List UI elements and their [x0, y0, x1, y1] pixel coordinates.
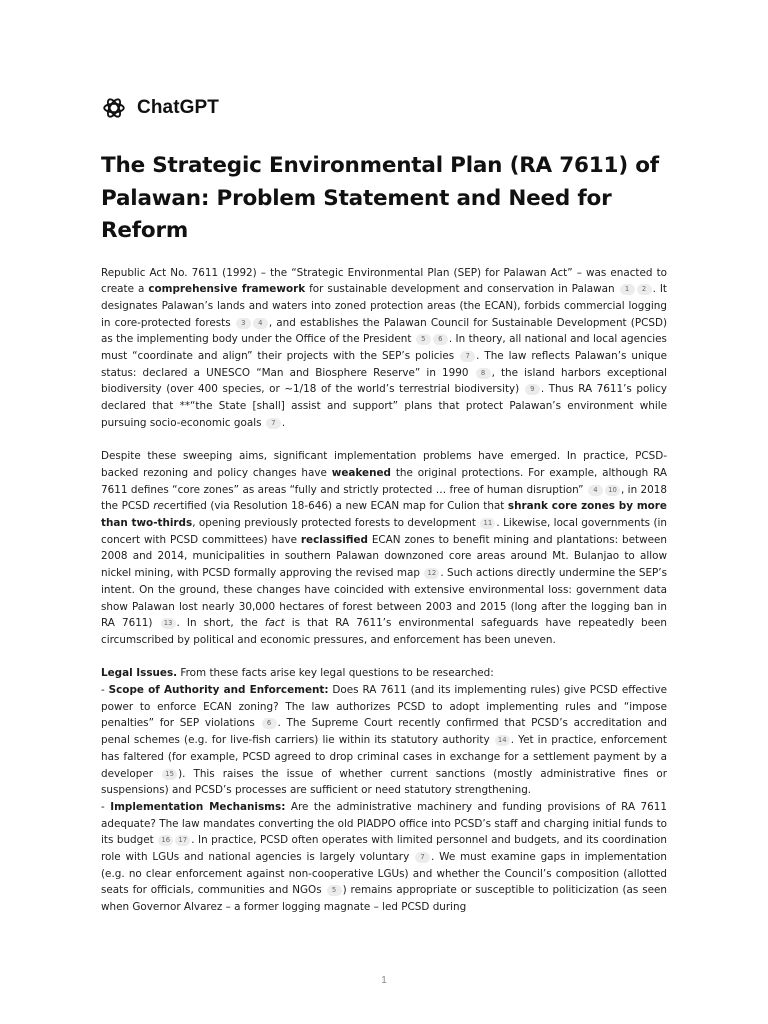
citation-marker[interactable]: 16 [158, 835, 173, 846]
citation-marker[interactable]: 1 [620, 284, 635, 295]
paragraph-legal-issues [101, 665, 667, 916]
citation-marker[interactable]: 14 [495, 735, 510, 746]
citation-marker[interactable]: 4 [588, 485, 603, 496]
citation-marker[interactable]: 11 [480, 518, 495, 529]
text-run: . The law reflects Palawan’s unique status: declared a UNESCO “Man and Biosphere Reserve” in 1990 [101, 350, 667, 379]
text-run: Despite these sweeping aims, significant implementation problems have emerged. In practice, PCSD-backed rezoning and policy changes have [101, 450, 667, 479]
italic-text: fact [264, 617, 285, 630]
text-run: certified (via Resolution 18-646) a new ECAN map for Culion that [163, 500, 508, 513]
citation-marker[interactable]: 5 [327, 885, 342, 896]
text-run: - [101, 684, 109, 697]
text-run: , opening previously protected forests to development [192, 517, 480, 530]
citation-marker[interactable]: 7 [415, 852, 430, 863]
citation-marker[interactable]: 12 [424, 568, 439, 579]
text-run: . [281, 416, 286, 429]
citation-marker[interactable]: 2 [637, 284, 652, 295]
text-run: - [101, 800, 111, 813]
text-run: . The Supreme Court recently confirmed that PCSD’s accreditation and penal schemes (e.g. for live-fish carriers) lie within its statutory authority [101, 717, 667, 747]
text-run: ). This raises the issue of whether current sanctions (mostly administrative fines or suspensions) and PCSD’s processes are sufficient or need statutory strengthening. [101, 767, 667, 797]
document-title: The Strategic Environmental Plan (RA 7611) of Palawan: Problem Statement and Need for Reform [101, 153, 659, 243]
citation-marker[interactable]: 6 [433, 334, 448, 345]
page-number: 1 [381, 975, 387, 986]
text-run: . Likewise, local governments (in concert with PCSD committees) have [101, 517, 667, 546]
text-run: . We must examine gaps in implementation (e.g. no clear enforcement against non-cooperative LGUs) and whether the Council’s composition (allotted seats for officials, communities and NGOs [101, 851, 667, 897]
citation-marker[interactable]: 5 [416, 334, 431, 345]
citation-marker[interactable]: 15 [162, 769, 177, 780]
text-run: Does RA 7611 (and its implementing rules) give PCSD effective power to enforce ECAN zoning? The law authorizes PCSD to adopt implementing rules and “impose penalties” for SEP violations [101, 684, 667, 730]
text-run: Republic Act No. 7611 (1992) – the “Strategic Environmental Plan (SEP) for Palawan Act” – was enacted to create a [101, 266, 667, 296]
citation-marker[interactable]: 17 [175, 835, 190, 846]
bold-text: Scope of Authority and Enforcement: [108, 684, 329, 697]
text-run: . Yet in practice, enforcement has faltered (for example, PCSD agreed to drop criminal cases in exchange for a settlement payment by a developer [101, 734, 667, 780]
bold-text: Implementation Mechanisms: [110, 800, 286, 813]
text-run: the original protections. For example, although RA 7611 defines “core zones” as areas “fully and strictly protected … free of human disruption” [101, 466, 667, 496]
citation-marker[interactable]: 7 [266, 418, 281, 429]
text-run: . In practice, PCSD often operates with limited personnel and budgets, and its coordination role with LGUs and national agencies is largely voluntary [101, 834, 667, 864]
citation-marker[interactable]: 9 [525, 384, 540, 395]
text-run: , the island harbors exceptional biodiversity (over 400 species, or ~1/18 of the world’s terrestrial biodiversity) [101, 366, 667, 396]
text-run: is that RA 7611’s environmental safeguards have repeatedly been circumscribed by political and economic pressures, and enforcement has been uneven. [101, 617, 667, 646]
text-run: , and establishes the Palawan Council for Sustainable Development (PCSD) as the implementing body under the Office of the President [101, 316, 668, 346]
bold-text: reclassified [300, 533, 368, 546]
bold-text: weakened [331, 466, 391, 479]
bold-text: shrank core zones by more than two-thirds [101, 500, 667, 530]
brand-header [101, 94, 667, 122]
text-run: , in 2018 the PCSD [101, 483, 668, 513]
citation-marker[interactable]: 6 [262, 718, 277, 729]
text-run: for sustainable development and conservation in Palawan [305, 283, 619, 296]
citation-marker[interactable]: 4 [253, 318, 268, 329]
paragraph-problems [101, 448, 667, 648]
citation-marker[interactable]: 13 [161, 618, 176, 629]
text-run: . Such actions directly undermine the SEP’s intent. On the ground, these changes have coincided with extensive environmental loss: government data show Palawan lost nearly 30,000 hectares of forest between 2003 and 2015 (long after the logging ban in RA 7611) [101, 567, 668, 630]
brand-name: ChatGPT [137, 97, 219, 118]
citation-marker[interactable]: 10 [605, 485, 620, 496]
italic-text: re [153, 500, 164, 513]
bold-text: comprehensive framework [148, 283, 306, 296]
text-run: ) remains appropriate or susceptible to politicization (as seen when Governor Alvarez – a former logging magnate – led PCSD during [101, 884, 667, 914]
citation-marker[interactable]: 7 [460, 351, 475, 362]
text-run: ECAN zones to benefit mining and plantations: between 2008 and 2014, municipalities in southern Palawan downzoned core areas around Mt. Bulanjao to allow nickel mining, with PCSD formally approving the revised map [101, 533, 667, 580]
openai-logo-icon [101, 95, 127, 121]
text-run: From these facts arise key legal questions to be researched: [177, 667, 494, 680]
text-run: Are the administrative machinery and funding provisions of RA 7611 adequate? The law mandates converting the old PIADPO office into PCSD’s staff and charging initial funds to its budget [101, 800, 667, 847]
document-body [101, 265, 667, 916]
bold-text: Legal Issues. [101, 667, 178, 680]
paragraph-intro [101, 265, 667, 432]
text-run: . Thus RA 7611’s policy declared that **“the State [shall] assist and support” plans that protect Palawan’s environment while pursuing socio-economic goals [101, 383, 667, 429]
text-run: . It designates Palawan’s lands and waters into zoned protection areas (the ECAN), forbids commercial logging in core-protected forests [101, 283, 668, 329]
citation-marker[interactable]: 8 [476, 368, 491, 379]
text-run: . In theory, all national and local agencies must “coordinate and align” their projects with the SEP’s policies [101, 333, 667, 363]
text-run: . In short, the [176, 617, 265, 630]
document-page [101, 94, 667, 933]
citation-marker[interactable]: 3 [236, 318, 251, 329]
